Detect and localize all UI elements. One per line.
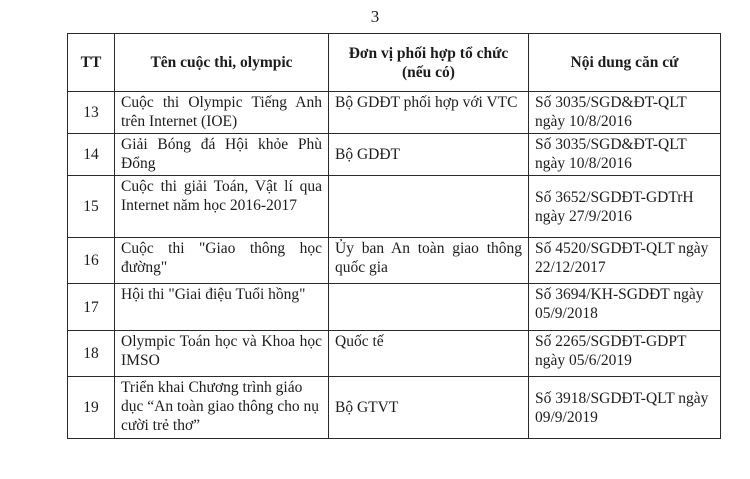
row-basis: Số 3918/SGDĐT-QLT ngày 09/9/2019 <box>529 377 721 439</box>
row-competition-name: Olympic Toán học và Khoa học IMSO <box>115 331 329 377</box>
row-basis: Số 3035/SGD&ĐT-QLT ngày 10/8/2016 <box>529 134 721 176</box>
row-coordinating-unit: Bộ GDĐT phối hợp với VTC <box>329 92 529 134</box>
table-row <box>68 331 721 377</box>
row-competition-name: Cuộc thi giải Toán, Vật lí qua Internet năm học 2016-2017 <box>115 176 329 238</box>
table-row <box>68 284 721 331</box>
row-competition-name: Hội thi "Giai điệu Tuổi hồng" <box>115 284 329 331</box>
row-basis: Số 3694/KH-SGDĐT ngày 05/9/2018 <box>529 284 721 331</box>
row-tt: 19 <box>68 377 115 439</box>
header-competition-name: Tên cuộc thi, olympic <box>115 34 329 92</box>
header-coordinating-unit: Đơn vị phối hợp tổ chức (nếu có) <box>329 34 529 92</box>
row-tt: 17 <box>68 284 115 331</box>
row-coordinating-unit: Quốc tế <box>329 331 529 377</box>
competition-table <box>67 33 721 439</box>
row-tt: 15 <box>68 176 115 238</box>
row-coordinating-unit: Ủy ban An toàn giao thông quốc gia <box>329 238 529 284</box>
row-basis: Số 4520/SGDĐT-QLT ngày 22/12/2017 <box>529 238 721 284</box>
page-number: 3 <box>370 7 380 26</box>
row-tt: 13 <box>68 92 115 134</box>
row-tt: 16 <box>68 238 115 284</box>
row-basis: Số 3652/SGDĐT-GDTrH ngày 27/9/2016 <box>529 176 721 238</box>
table-row <box>68 238 721 284</box>
row-competition-name: Cuộc thi Olympic Tiếng Anh trên Internet (IOE) <box>115 92 329 134</box>
header-basis: Nội dung căn cứ <box>529 34 721 92</box>
row-competition-name: Triển khai Chương trình giáo dục “An toàn giao thông cho nụ cười trẻ thơ” <box>115 377 329 439</box>
table-row <box>68 92 721 134</box>
row-tt: 18 <box>68 331 115 377</box>
row-competition-name: Giải Bóng đá Hội khỏe Phù Đổng <box>115 134 329 176</box>
row-tt: 14 <box>68 134 115 176</box>
row-coordinating-unit <box>329 284 529 331</box>
row-basis: Số 2265/SGDĐT-GDPT ngày 05/6/2019 <box>529 331 721 377</box>
table-row <box>68 134 721 176</box>
header-tt: TT <box>68 34 115 92</box>
row-competition-name: Cuộc thi "Giao thông học đường" <box>115 238 329 284</box>
row-basis: Số 3035/SGD&ĐT-QLT ngày 10/8/2016 <box>529 92 721 134</box>
row-coordinating-unit: Bộ GDĐT <box>329 134 529 176</box>
row-coordinating-unit: Bộ GTVT <box>329 377 529 439</box>
table-row <box>68 176 721 238</box>
table-row <box>68 377 721 439</box>
table-header-row <box>68 34 721 92</box>
row-coordinating-unit <box>329 176 529 238</box>
